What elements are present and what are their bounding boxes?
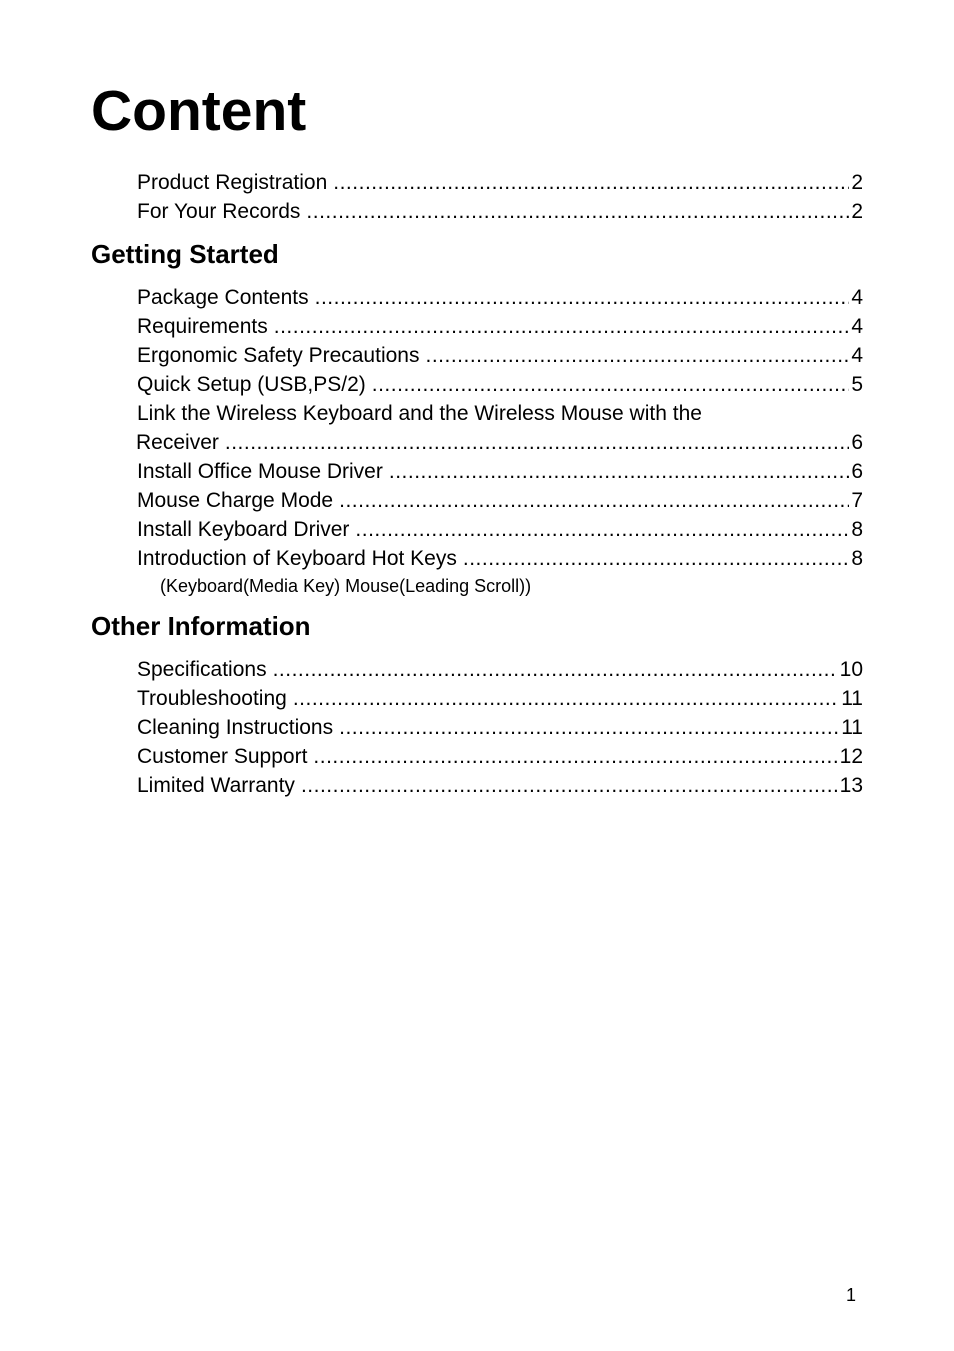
toc-entry-label: Receiver [136, 431, 219, 454]
toc-leader-dots [306, 197, 849, 226]
toc-entry-page: 6 [851, 431, 863, 454]
toc-entry-page: 8 [851, 547, 863, 570]
toc-leader-dots [333, 168, 849, 197]
toc-entry-page: 11 [841, 687, 863, 710]
section-heading-getting-started: Getting Started [91, 239, 279, 269]
toc-entry-install-keyboard-driver[interactable] [137, 515, 863, 544]
toc-entry-page: 2 [851, 200, 863, 223]
section-heading-other-information: Other Information [91, 611, 311, 641]
toc-entry-page: 8 [851, 518, 863, 541]
toc-entry-label: Quick Setup (USB,PS/2) [137, 373, 366, 396]
toc-entry-link-wireless-line1[interactable]: Link the Wireless Keyboard and the Wireless Mouse with the [137, 402, 702, 425]
toc-entry-label: Product Registration [137, 171, 328, 194]
toc-entry-package-contents[interactable] [137, 283, 863, 312]
toc-entry-label: Introduction of Keyboard Hot Keys [137, 547, 457, 570]
toc-leader-dots [225, 428, 849, 457]
toc-leader-dots [313, 742, 837, 771]
toc-entry-customer-support[interactable] [137, 742, 863, 771]
toc-entry-install-office-mouse-driver[interactable] [137, 457, 863, 486]
toc-entry-label: Install Office Mouse Driver [137, 460, 383, 483]
toc-entry-mouse-charge-mode[interactable] [137, 486, 863, 515]
toc-entry-troubleshooting[interactable] [137, 684, 863, 713]
toc-intro-list [137, 168, 863, 226]
toc-entry-specifications[interactable] [137, 655, 863, 684]
toc-entry-cleaning-instructions[interactable] [137, 713, 863, 742]
toc-getting-started-list [137, 283, 863, 600]
toc-entry-label: Requirements [137, 315, 268, 338]
toc-leader-dots [301, 771, 838, 800]
toc-entry-label: Specifications [137, 658, 267, 681]
toc-entry-page: 10 [839, 658, 863, 681]
toc-entry-limited-warranty[interactable] [137, 771, 863, 800]
toc-leader-dots [425, 341, 849, 370]
page-number: 1 [846, 1285, 857, 1305]
toc-entry-page: 4 [851, 286, 863, 309]
toc-entry-keyboard-hot-keys[interactable] [137, 544, 863, 573]
toc-entry-for-your-records[interactable] [137, 197, 863, 226]
toc-leader-dots [273, 655, 838, 684]
toc-entry-label: Troubleshooting [137, 687, 287, 710]
toc-entry-link-wireless-receiver[interactable] [136, 428, 863, 457]
toc-leader-dots [315, 283, 850, 312]
toc-entry-page: 5 [851, 373, 863, 396]
toc-entry-label: Install Keyboard Driver [137, 518, 350, 541]
toc-leader-dots [355, 515, 849, 544]
toc-entry-label: For Your Records [137, 200, 301, 223]
toc-entry-page: 7 [851, 489, 863, 512]
toc-leader-dots [339, 486, 849, 515]
toc-entry-page: 4 [851, 315, 863, 338]
toc-leader-dots [389, 457, 849, 486]
toc-entry-page: 6 [851, 460, 863, 483]
toc-other-information-list [137, 655, 863, 800]
toc-entry-quick-setup[interactable] [137, 370, 863, 399]
toc-entry-page: 12 [839, 745, 863, 768]
toc-entry-label: Package Contents [137, 286, 309, 309]
toc-leader-dots [274, 312, 850, 341]
toc-leader-dots [372, 370, 850, 399]
toc-leader-dots [293, 684, 839, 713]
toc-entry-label: Cleaning Instructions [137, 716, 334, 739]
toc-subnote: (Keyboard(Media Key) Mouse(Leading Scroll)) [160, 576, 532, 596]
toc-leader-dots [339, 713, 839, 742]
toc-entry-page: 13 [839, 774, 863, 797]
toc-entry-ergonomic-safety-precautions[interactable] [137, 341, 863, 370]
toc-entry-page: 4 [851, 344, 863, 367]
toc-entry-label: Mouse Charge Mode [137, 489, 334, 512]
toc-entry-requirements[interactable] [137, 312, 863, 341]
page-title: Content [91, 79, 307, 143]
toc-entry-page: 11 [841, 716, 863, 739]
toc-leader-dots [463, 544, 849, 573]
toc-entry-product-registration[interactable] [137, 168, 863, 197]
toc-entry-label: Limited Warranty [137, 774, 295, 797]
toc-entry-label: Ergonomic Safety Precautions [137, 344, 420, 367]
toc-entry-page: 2 [851, 171, 863, 194]
toc-entry-label: Customer Support [137, 745, 308, 768]
